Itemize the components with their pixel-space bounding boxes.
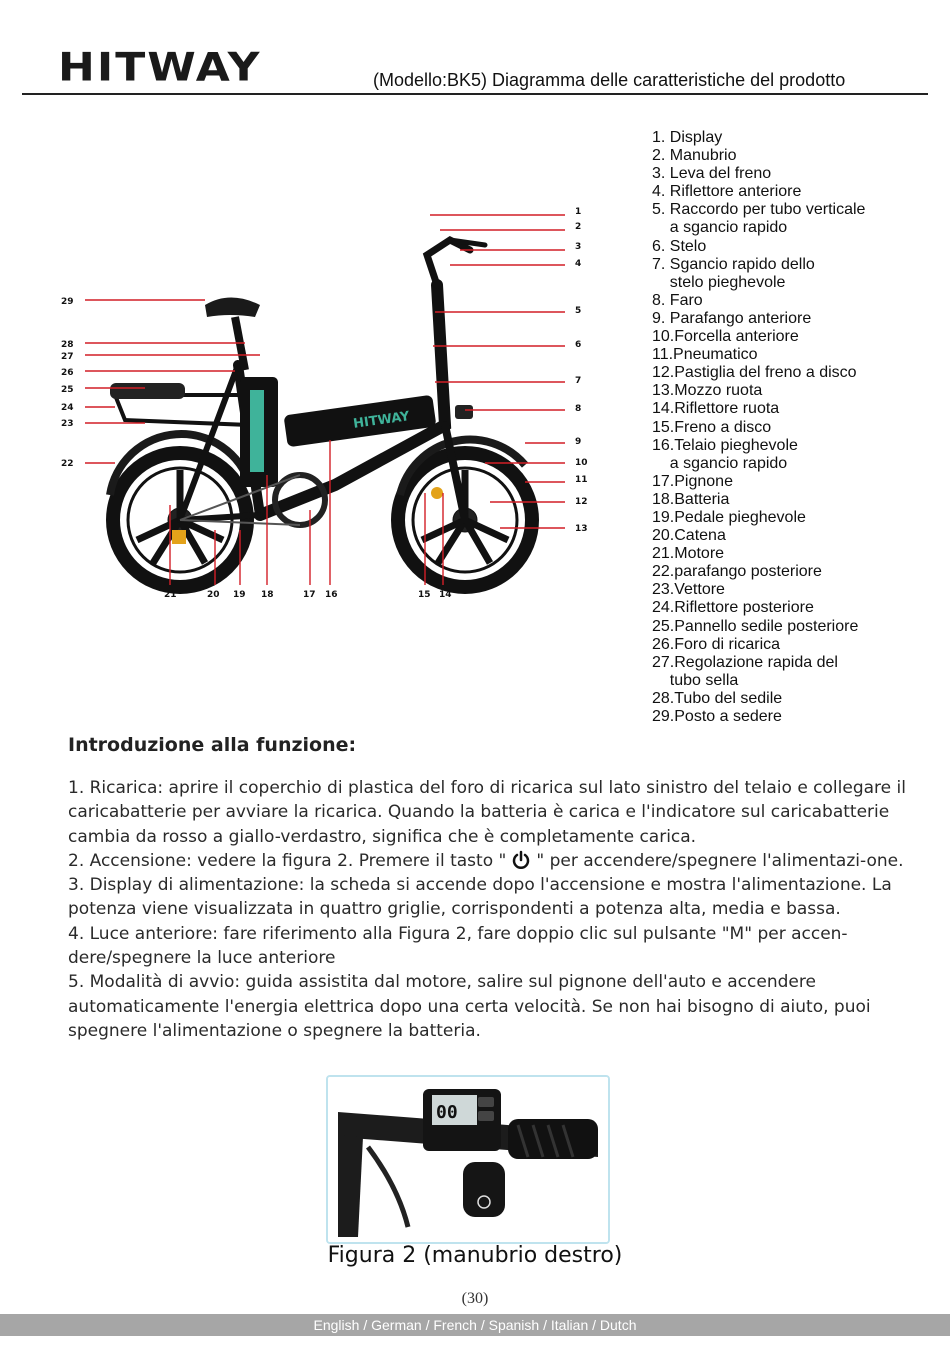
lang-separator: / (588, 1317, 600, 1333)
diagram-label: 2 (575, 222, 582, 232)
diagram-label: 10 (575, 458, 588, 468)
display-reading: 00 (436, 1102, 458, 1123)
parts-list-item: 23.Vettore (652, 581, 725, 599)
paragraph-power-on-end: " per accendere/spegnere l'alimentazi-one. (536, 850, 904, 871)
parts-list-item: 28.Tubo del sedile (652, 689, 783, 707)
paragraph-start-mode: 5. Modalità di avvio: guida assistita dal motore, salire sul pignone dell'auto e accendere automaticamente l'energia elettrica dopo una certa velocità. Se non hai bisogno di aiuto, puoi spegnere l'alimentazione o spegnere la batteria. (68, 972, 871, 1041)
lang-separator: / (421, 1317, 434, 1333)
paragraph-power-display: 3. Display di alimentazione: la scheda si accende dopo l'accensione e mostra l'alimentazione. La potenza viene visualizzata in quattro griglie, corrispondenti a potenza alta, media e bassa. (68, 875, 892, 920)
parts-list-item: 7. Sgancio rapido dello (652, 255, 815, 273)
parts-list-item: 6. Stelo (652, 237, 707, 255)
parts-list-item: tubo sella (652, 671, 739, 689)
diagram-label: 22 (61, 459, 74, 469)
parts-list-item: 11.Pneumatico (652, 346, 758, 364)
parts-list-item: 9. Parafango anteriore (652, 309, 812, 327)
parts-list-item: 19.Pedale pieghevole (652, 508, 806, 526)
power-icon (510, 850, 532, 870)
parts-list-item: 20.Catena (652, 527, 726, 545)
paragraph-power-on-start: 2. Accensione: vedere la figura 2. Premere il tasto " (68, 850, 507, 871)
page-number: (30) (461, 1290, 489, 1307)
diagram-label: 19 (233, 590, 246, 600)
diagram-label: 23 (61, 419, 74, 429)
bike-diagram (55, 195, 595, 610)
diagram-label: 18 (261, 590, 274, 600)
page-title: (Modello:BK5) Diagramma delle caratteristiche del prodotto (373, 70, 846, 90)
parts-list-item: 3. Leva del freno (652, 165, 772, 183)
parts-list-item: 5. Raccordo per tubo verticale (652, 201, 866, 219)
parts-list-item: 4. Riflettore anteriore (652, 183, 802, 201)
lang-french[interactable]: French (433, 1317, 477, 1333)
diagram-label: 29 (61, 297, 74, 307)
parts-list-item: 27.Regolazione rapida del (652, 653, 838, 671)
figure-caption: Figura 2 (manubrio destro) (327, 1243, 623, 1268)
parts-list-item: 13.Mozzo ruota (652, 382, 763, 400)
diagram-label: 24 (61, 403, 74, 413)
diagram-label: 15 (418, 590, 431, 600)
diagram-label: 11 (575, 475, 588, 485)
parts-list-item: 25.Pannello sedile posteriore (652, 617, 859, 635)
parts-list-item: 2. Manubrio (652, 147, 737, 165)
hitway-logo: HITWAY (58, 44, 262, 91)
diagram-label: 5 (575, 306, 582, 316)
parts-list-item: 15.Freno a disco (652, 418, 772, 436)
diagram-label: 26 (61, 368, 74, 378)
diagram-label: 7 (575, 376, 582, 386)
svg-text:HITWAY: HITWAY (352, 409, 411, 432)
diagram-label: 28 (61, 340, 74, 350)
diagram-label: 6 (575, 340, 582, 350)
parts-list-item: 21.Motore (652, 545, 725, 563)
parts-list-item: 29.Posto a sedere (652, 708, 782, 725)
parts-list-item: 26.Foro di ricarica (652, 635, 781, 653)
diagram-label: 4 (575, 259, 582, 269)
parts-list-item: 12.Pastiglia del freno a disco (652, 364, 857, 382)
parts-list-item: 17.Pignone (652, 472, 733, 490)
parts-list-item: 24.Riflettore posteriore (652, 599, 814, 617)
function-description (68, 776, 938, 1043)
section-heading: Introduzione alla funzione: (68, 734, 357, 756)
parts-list-item: 22.parafango posteriore (652, 563, 822, 581)
parts-list-item: a sgancio rapido (652, 219, 788, 237)
lang-english[interactable]: English (313, 1317, 360, 1333)
diagram-label: 12 (575, 497, 588, 507)
parts-list-item: 10.Forcella anteriore (652, 328, 799, 346)
parts-list-item: a sgancio rapido (652, 454, 788, 472)
parts-list-item: 16.Telaio pieghevole (652, 436, 798, 454)
diagram-label: 9 (575, 437, 582, 447)
header-divider (22, 93, 928, 95)
diagram-label: 14 (439, 590, 452, 600)
paragraph-charging: 1. Ricarica: aprire il coperchio di plastica del foro di ricarica sul lato sinistro del telaio e collegare il caricabatterie per avviare la ricarica. Quando la batteria è carica e l'indicatore sul caricabatterie cambia da rosso a giallo-verdastro, significa che è completamente carica. (68, 778, 906, 847)
parts-list-item: stelo pieghevole (652, 273, 786, 291)
diagram-label: 13 (575, 524, 588, 534)
language-bar (0, 1314, 950, 1336)
parts-list-item: 18.Batteria (652, 490, 730, 508)
lang-separator: / (476, 1317, 489, 1333)
diagram-label: 1 (575, 207, 582, 217)
diagram-label: 27 (61, 352, 74, 362)
diagram-label: 20 (207, 590, 220, 600)
lang-italian[interactable]: Italian (550, 1317, 589, 1333)
diagram-label: 17 (303, 590, 316, 600)
parts-list (652, 129, 865, 726)
lang-dutch[interactable]: Dutch (599, 1317, 637, 1333)
lang-german[interactable]: German (371, 1317, 422, 1333)
paragraph-power-on (68, 849, 938, 873)
parts-list-item: 1. Display (652, 129, 723, 146)
parts-list-item: 8. Faro (652, 291, 703, 309)
diagram-label: 16 (325, 590, 338, 600)
lang-separator: / (359, 1317, 372, 1333)
diagram-label: 25 (61, 385, 74, 395)
paragraph-front-light: 4. Luce anteriore: fare riferimento alla Figura 2, fare doppio clic sul pulsante "M" per accen-dere/spegnere la luce anteriore (68, 923, 848, 969)
diagram-label: 3 (575, 242, 582, 252)
parts-list-item: 14.Riflettore ruota (652, 400, 780, 418)
diagram-label: 21 (164, 590, 177, 600)
lang-spanish[interactable]: Spanish (488, 1317, 540, 1333)
lang-separator: / (539, 1317, 551, 1333)
diagram-label: 8 (575, 404, 582, 414)
handlebar-photo (326, 1075, 610, 1244)
